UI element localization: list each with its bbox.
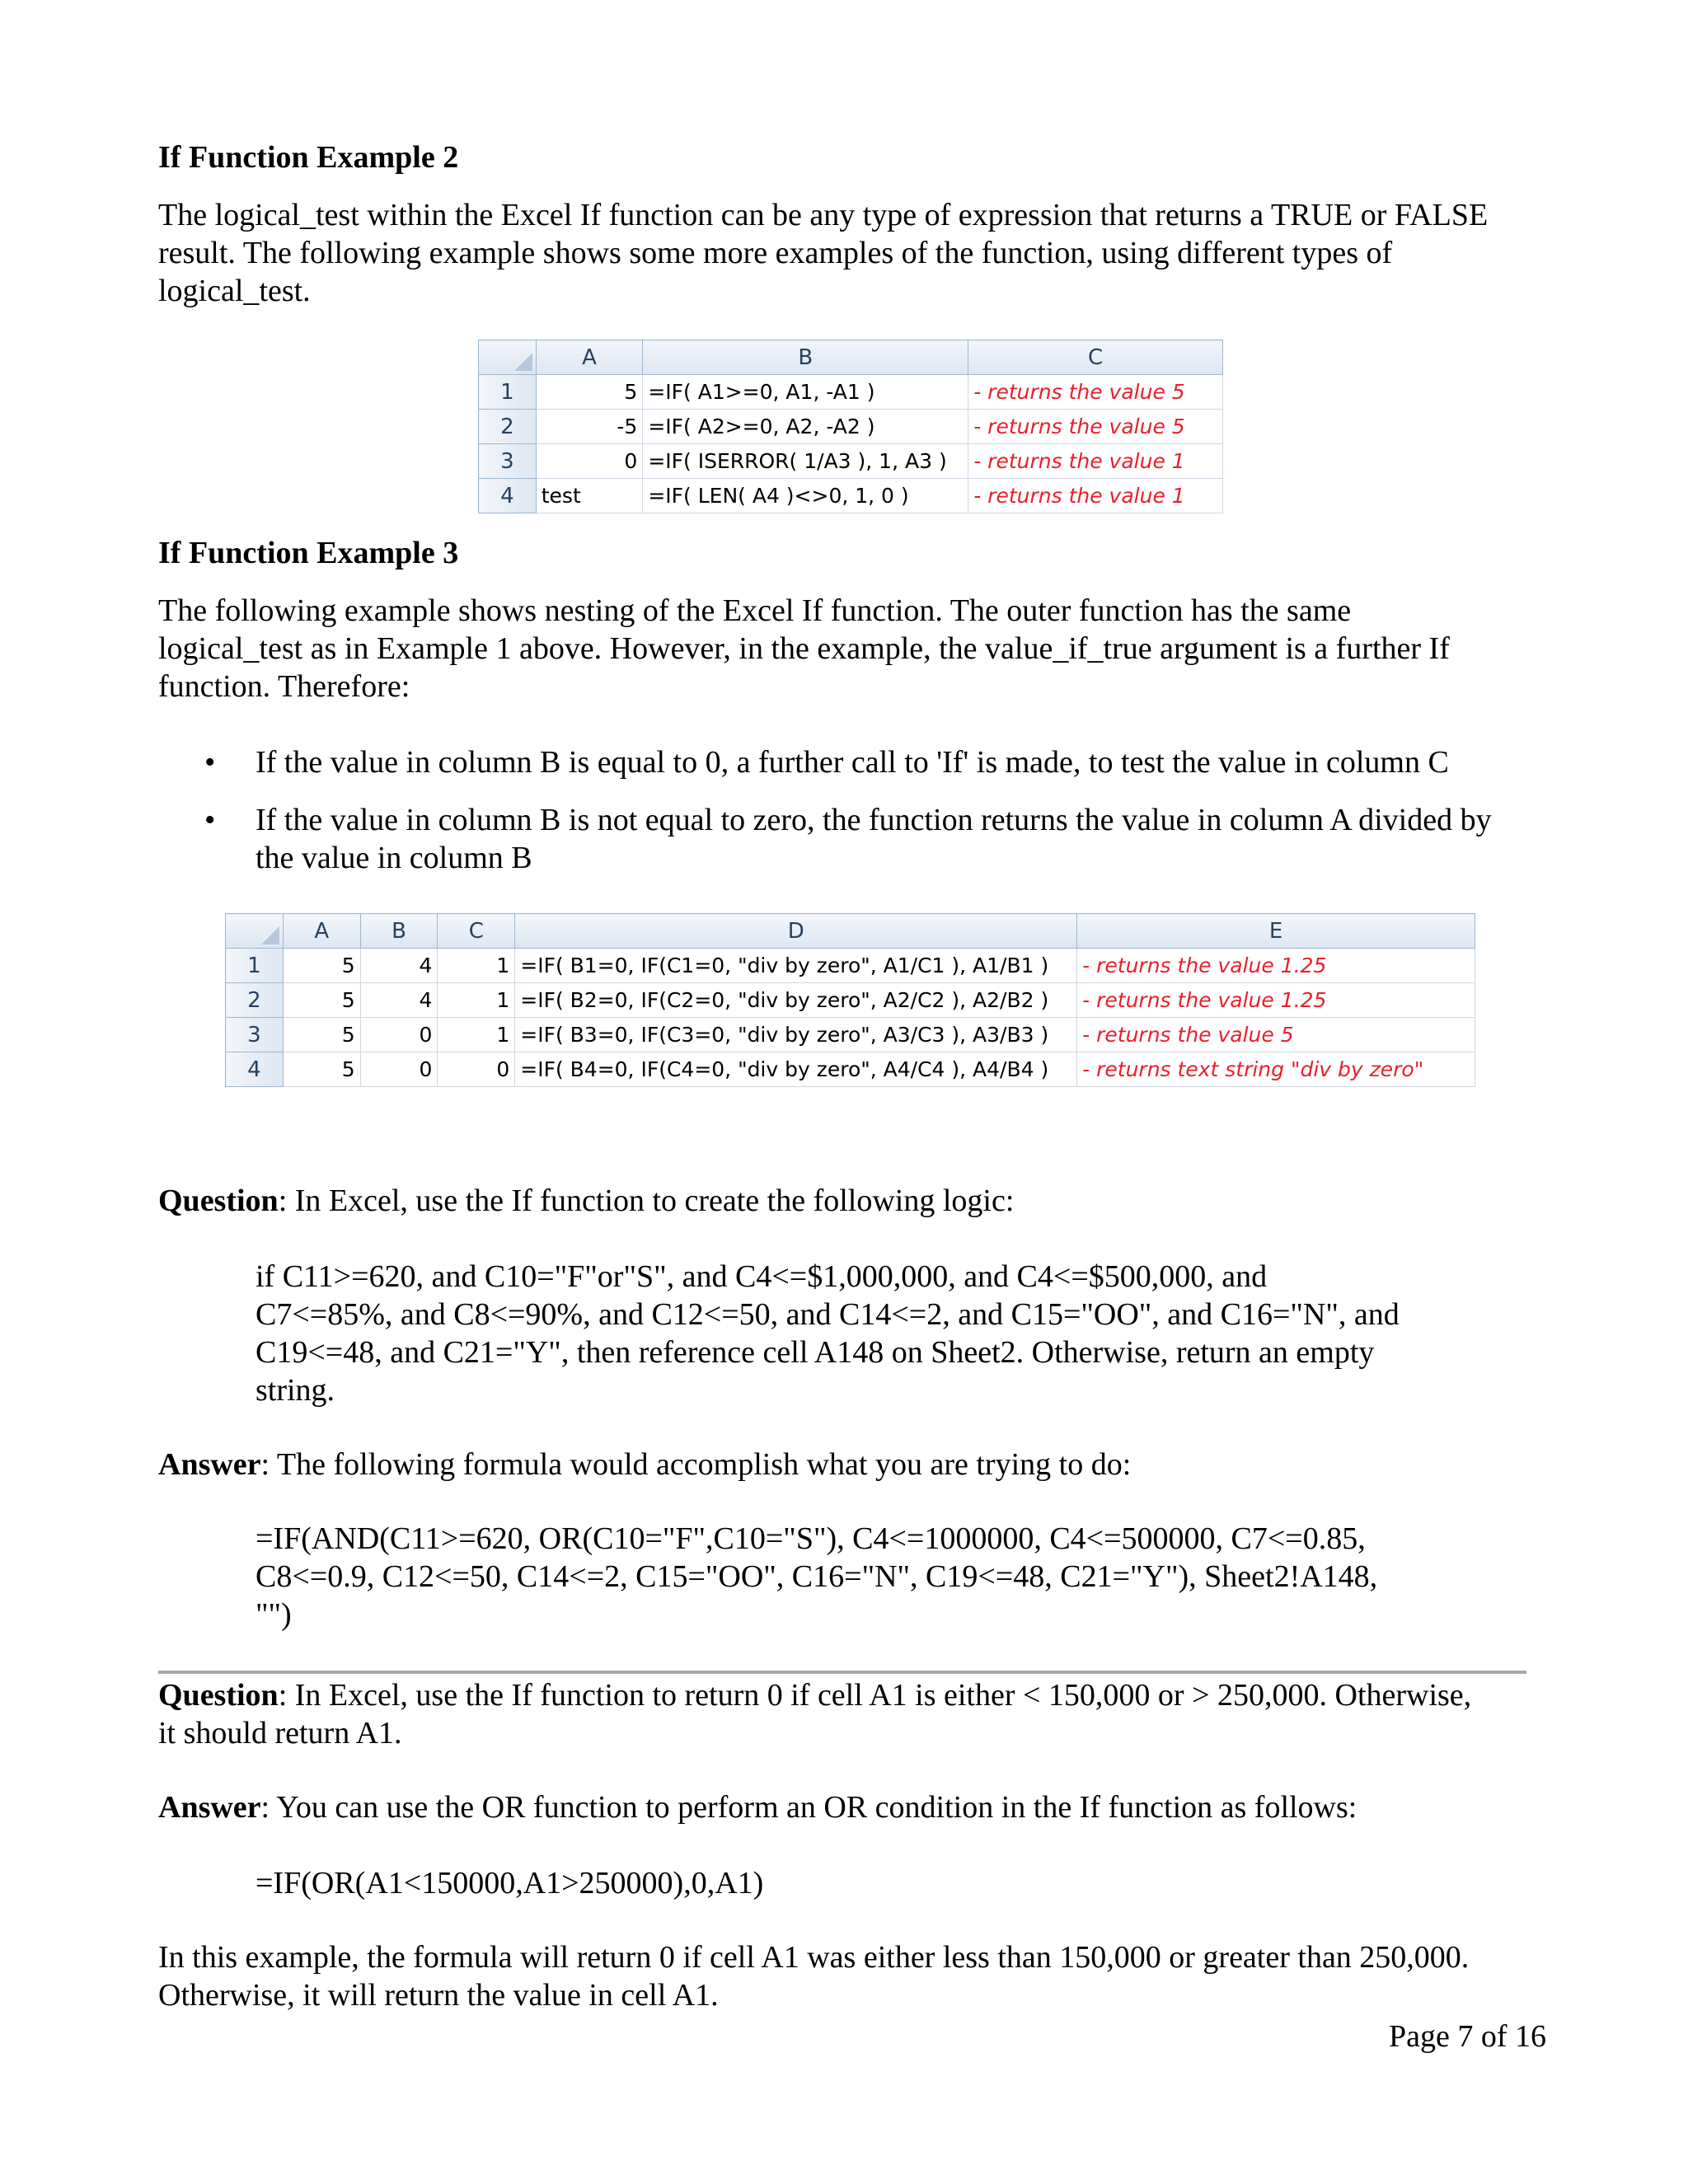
row-header[interactable]: 1: [226, 949, 284, 983]
formula-line: =IF(AND(C11>=620, OR(C10="F",C10="S"), C4<=1000000, C4<=500000, C7<=0.85,: [256, 1521, 1366, 1556]
cell-a2[interactable]: -5: [536, 410, 643, 444]
row-header[interactable]: 2: [226, 983, 284, 1018]
select-all-corner[interactable]: [479, 340, 537, 375]
cell-b3[interactable]: 0: [360, 1018, 438, 1052]
logic-line: string.: [256, 1373, 335, 1408]
cell-b3[interactable]: =IF( ISERROR( 1/A3 ), 1, A3 ): [643, 444, 968, 479]
column-header-b[interactable]: B: [360, 914, 438, 949]
answer-2-formula: =IF(OR(A1<150000,A1>250000),0,A1): [256, 1866, 764, 1900]
logic-line: C7<=85%, and C8<=90%, and C12<=50, and C14<=2, and C15="OO", and C16="N", and: [256, 1297, 1400, 1332]
list-item-line: the value in column B: [256, 841, 532, 875]
row-header[interactable]: 2: [479, 410, 537, 444]
answer-2-explanation: [158, 1938, 1551, 2014]
paragraph-line: The logical_test within the Excel If function can be any type of expression that returns a TRUE or FALSE: [158, 198, 1489, 232]
cell-c2[interactable]: - returns the value 5: [968, 410, 1223, 444]
cell-c4[interactable]: 0: [438, 1052, 515, 1087]
example-2-paragraph: [158, 196, 1551, 310]
cell-e1[interactable]: - returns the value 1.25: [1077, 949, 1475, 983]
row-header[interactable]: 4: [479, 479, 537, 513]
cell-b1[interactable]: =IF( A1>=0, A1, -A1 ): [643, 375, 968, 410]
paragraph-line: logical_test as in Example 1 above. However, in the example, the value_if_true argument is a further If: [158, 631, 1450, 666]
cell-c3[interactable]: 1: [438, 1018, 515, 1052]
cell-c2[interactable]: 1: [438, 983, 515, 1018]
list-item: [256, 801, 1550, 877]
answer-2: [158, 1788, 1551, 1826]
page-number: Page 7 of 16: [1388, 2019, 1546, 2054]
question-text: it should return A1.: [158, 1716, 402, 1750]
cell-c1[interactable]: - returns the value 5: [968, 375, 1223, 410]
cell-e4[interactable]: - returns text string "div by zero": [1077, 1052, 1475, 1087]
row-header[interactable]: 3: [479, 444, 537, 479]
logic-line: if C11>=620, and C10="F"or"S", and C4<=$1,000,000, and C4<=$500,000, and: [256, 1259, 1268, 1294]
list-item: [256, 743, 1550, 781]
question-label: Question: [158, 1678, 279, 1713]
paragraph-line: The following example shows nesting of the Excel If function. The outer function has the same: [158, 593, 1352, 628]
table-row: [226, 1052, 1475, 1087]
cell-d4[interactable]: =IF( B4=0, IF(C4=0, "div by zero", A4/C4 ), A4/B4 ): [515, 1052, 1077, 1087]
answer-text: : You can use the OR function to perform an OR condition in the If function as follows:: [260, 1790, 1357, 1825]
cell-d3[interactable]: =IF( B3=0, IF(C3=0, "div by zero", A3/C3 ), A3/B3 ): [515, 1018, 1077, 1052]
cell-a4[interactable]: 5: [283, 1052, 360, 1087]
formula-line: C8<=0.9, C12<=50, C14<=2, C15="OO", C16="N", C19<=48, C21="Y"), Sheet2!A148,: [256, 1559, 1378, 1594]
table-row: [479, 479, 1223, 513]
horizontal-divider: [158, 1671, 1526, 1674]
example-3-paragraph: [158, 592, 1551, 705]
cell-a3[interactable]: 5: [283, 1018, 360, 1052]
column-header-c[interactable]: C: [968, 340, 1223, 375]
answer-label: Answer: [158, 1447, 261, 1482]
answer-1-formula: [256, 1520, 1525, 1633]
question-text: : In Excel, use the If function to create the following logic:: [278, 1183, 1015, 1218]
question-text: : In Excel, use the If function to return 0 if cell A1 is either < 150,000 or > 250,000. Otherwise,: [278, 1678, 1472, 1713]
table-row: [226, 983, 1475, 1018]
column-header-a[interactable]: A: [536, 340, 643, 375]
cell-e3[interactable]: - returns the value 5: [1077, 1018, 1475, 1052]
example-2-spreadsheet: [478, 340, 1223, 513]
select-all-corner[interactable]: [226, 914, 284, 949]
question-2: [158, 1676, 1551, 1752]
example-3-heading: If Function Example 3: [158, 536, 459, 570]
answer-label: Answer: [158, 1790, 261, 1825]
cell-c3[interactable]: - returns the value 1: [968, 444, 1223, 479]
cell-b2[interactable]: 4: [360, 983, 438, 1018]
logic-line: C19<=48, and C21="Y", then reference cell A148 on Sheet2. Otherwise, return an empty: [256, 1335, 1375, 1370]
question-1: [158, 1182, 1551, 1220]
column-header-e[interactable]: E: [1077, 914, 1475, 949]
bullet-icon: •: [204, 745, 216, 780]
bullet-icon: •: [204, 803, 216, 837]
column-header-c[interactable]: C: [438, 914, 515, 949]
cell-e2[interactable]: - returns the value 1.25: [1077, 983, 1475, 1018]
cell-a4[interactable]: test: [536, 479, 643, 513]
table-row: [226, 949, 1475, 983]
table-row: [479, 444, 1223, 479]
explanation-line: In this example, the formula will return 0 if cell A1 was either less than 150,000 or greater than 250,000.: [158, 1940, 1470, 1975]
row-header[interactable]: 4: [226, 1052, 284, 1087]
row-header[interactable]: 3: [226, 1018, 284, 1052]
cell-a2[interactable]: 5: [283, 983, 360, 1018]
answer-text: : The following formula would accomplish what you are trying to do:: [260, 1447, 1132, 1482]
example-2-heading: If Function Example 2: [158, 140, 459, 175]
paragraph-line: logical_test.: [158, 274, 311, 308]
list-item-line: If the value in column B is equal to 0, a further call to 'If' is made, to test the value in column C: [256, 745, 1449, 780]
example-3-spreadsheet: [225, 913, 1475, 1087]
cell-b4[interactable]: =IF( LEN( A4 )<>0, 1, 0 ): [643, 479, 968, 513]
paragraph-line: function. Therefore:: [158, 669, 410, 704]
cell-a1[interactable]: 5: [536, 375, 643, 410]
formula-line: ""): [256, 1597, 292, 1632]
cell-a1[interactable]: 5: [283, 949, 360, 983]
cell-c4[interactable]: - returns the value 1: [968, 479, 1223, 513]
table-row: [479, 375, 1223, 410]
table-row: [479, 410, 1223, 444]
question-label: Question: [158, 1183, 279, 1218]
explanation-line: Otherwise, it will return the value in cell A1.: [158, 1978, 719, 2013]
cell-b1[interactable]: 4: [360, 949, 438, 983]
paragraph-line: result. The following example shows some more examples of the function, using different types of: [158, 236, 1393, 270]
cell-a3[interactable]: 0: [536, 444, 643, 479]
question-1-logic: [256, 1258, 1525, 1409]
answer-1: [158, 1446, 1551, 1483]
column-header-d[interactable]: D: [515, 914, 1077, 949]
column-header-b[interactable]: B: [643, 340, 968, 375]
cell-b4[interactable]: 0: [360, 1052, 438, 1087]
cell-d2[interactable]: =IF( B2=0, IF(C2=0, "div by zero", A2/C2 ), A2/B2 ): [515, 983, 1077, 1018]
table-row: [226, 1018, 1475, 1052]
cell-d1[interactable]: =IF( B1=0, IF(C1=0, "div by zero", A1/C1 ), A1/B1 ): [515, 949, 1077, 983]
list-item-line: If the value in column B is not equal to zero, the function returns the value in column A divided by: [256, 803, 1492, 837]
column-header-a[interactable]: A: [283, 914, 360, 949]
row-header[interactable]: 1: [479, 375, 537, 410]
cell-b2[interactable]: =IF( A2>=0, A2, -A2 ): [643, 410, 968, 444]
cell-c1[interactable]: 1: [438, 949, 515, 983]
